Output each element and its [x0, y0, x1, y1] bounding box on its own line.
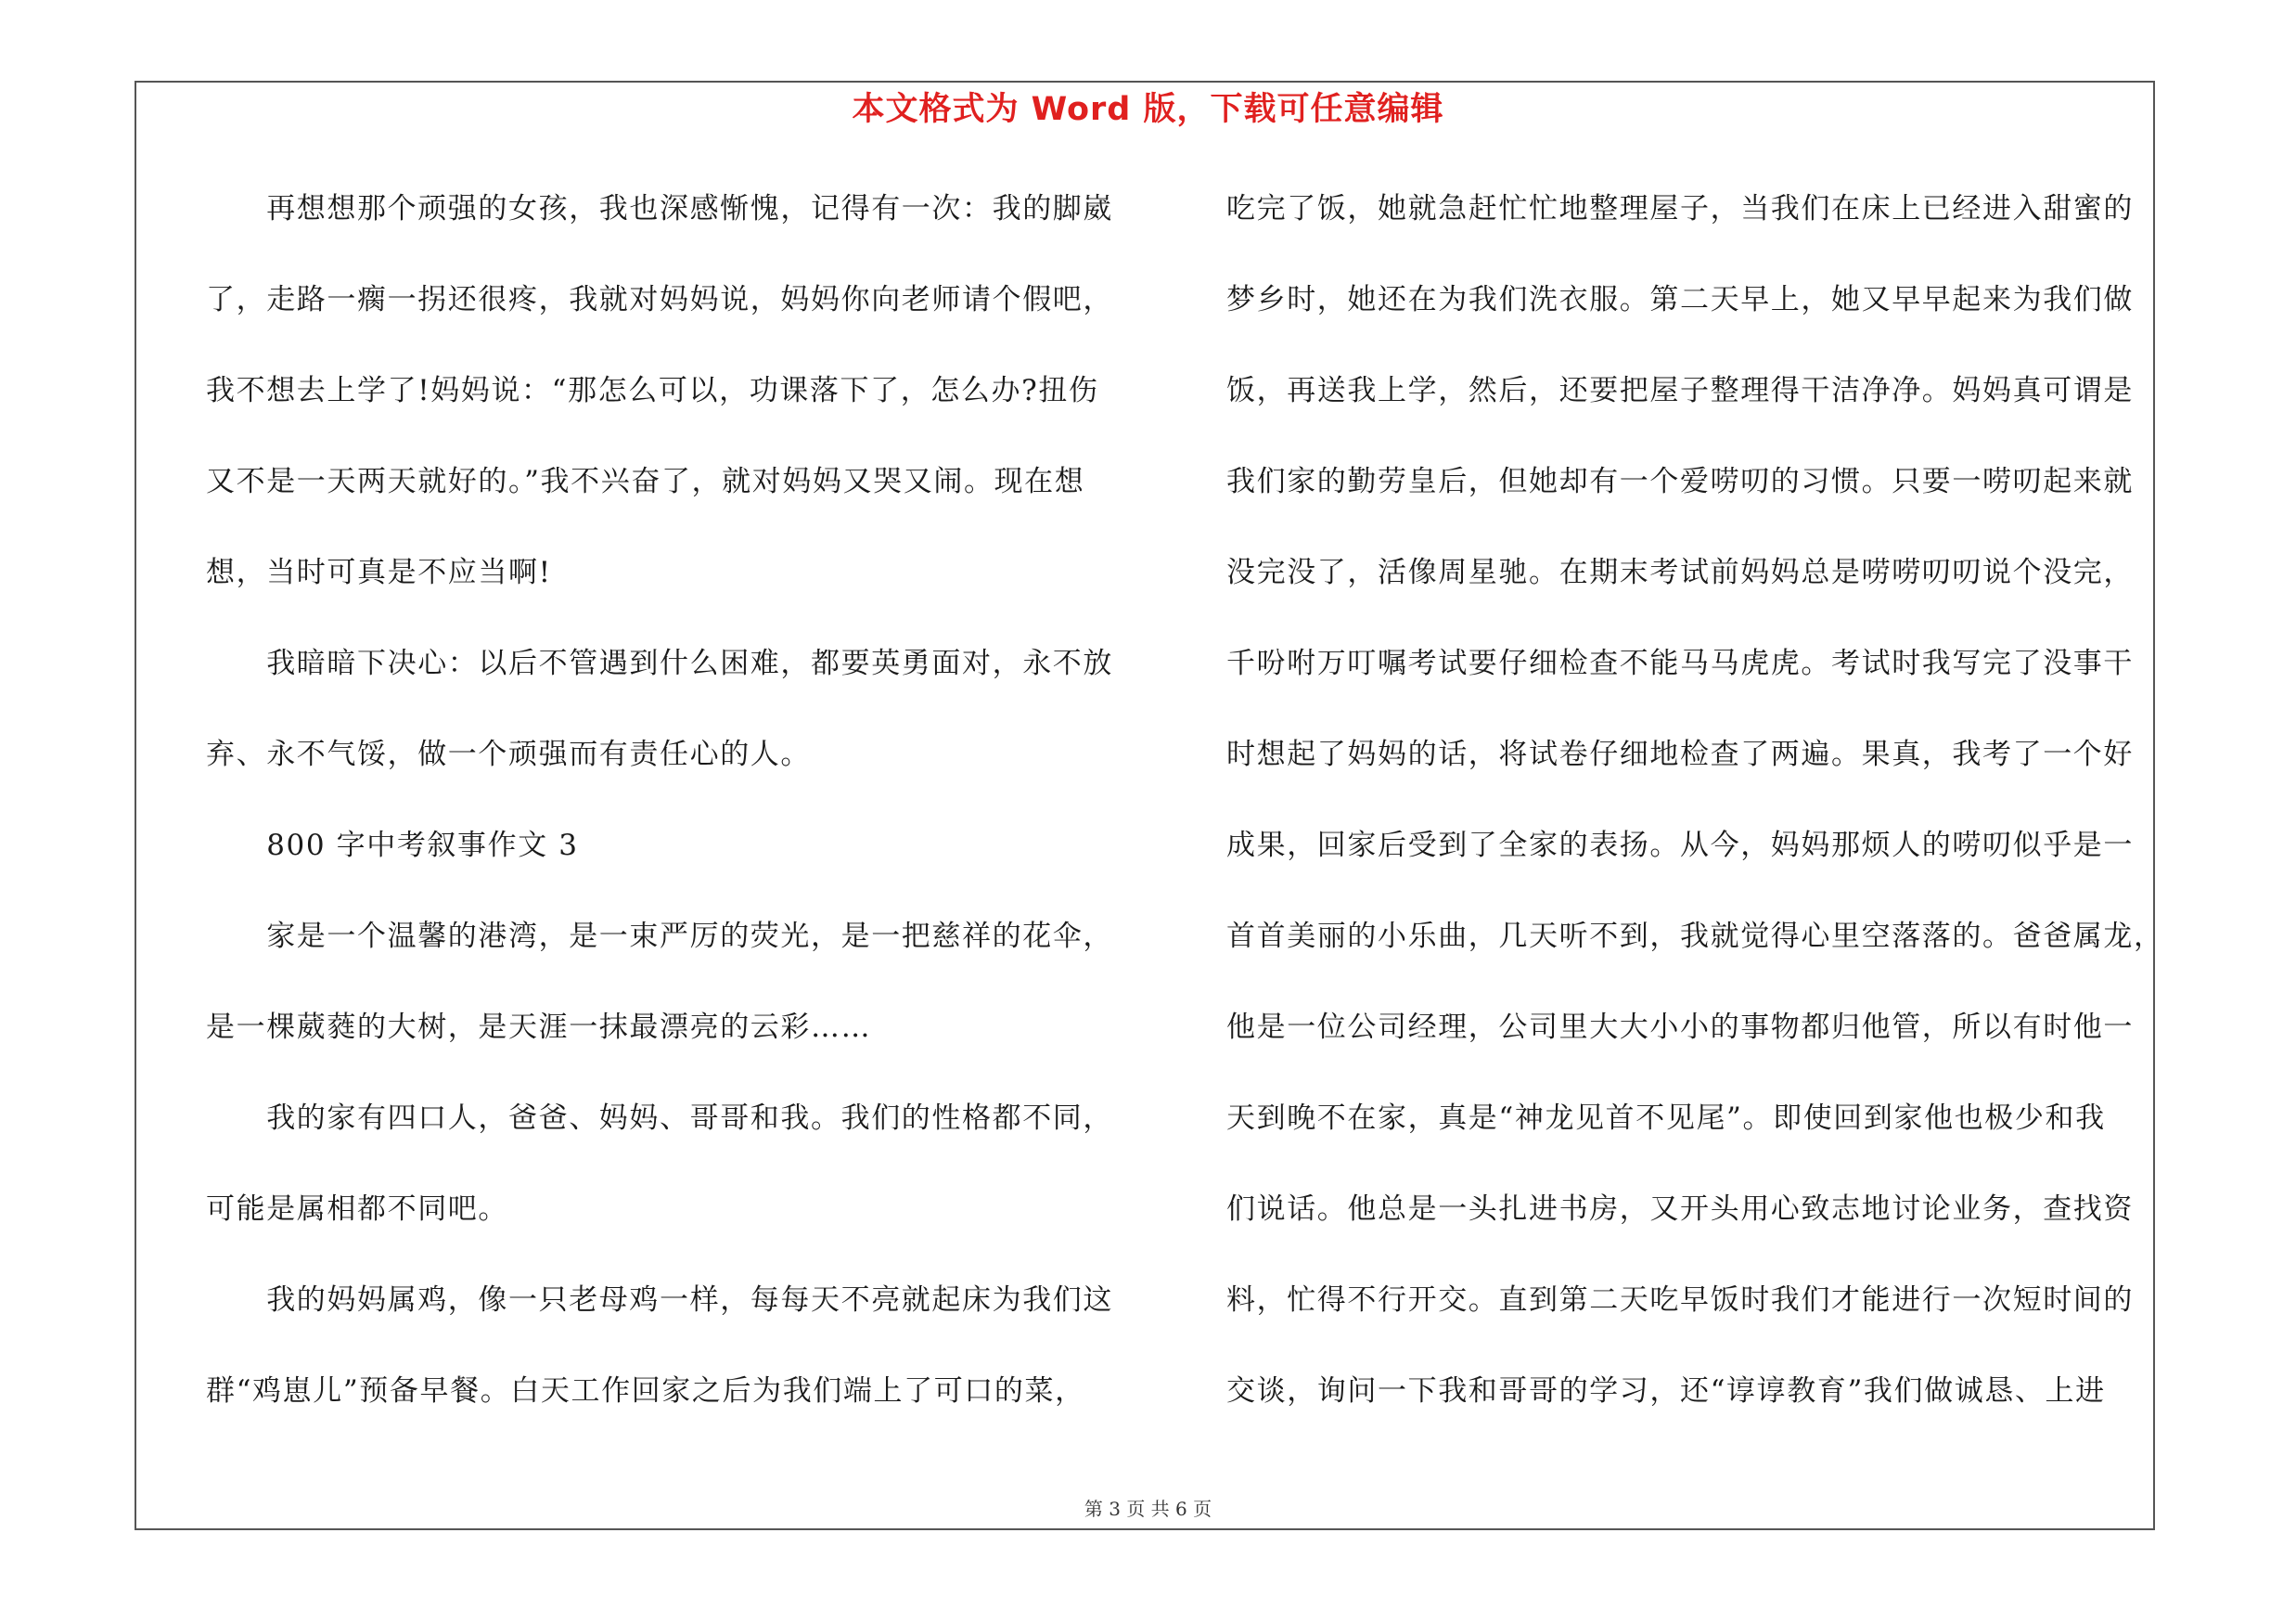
text-line: 交谈，询问一下我和哥哥的学习，还“谆谆教育”我们做诚恳、上进 [1226, 1374, 2106, 1408]
text-line: 们说话。他总是一头扎进书房，又开头用心致志地讨论业务，查找资 [1226, 1192, 2134, 1226]
text-line: 家是一个温馨的港湾，是一束严厉的荧光，是一把慈祥的花伞， [206, 920, 1113, 953]
text-line: 我不想去上学了!妈妈说：“那怎么可以，功课落下了，怎么办?扭伤 [206, 374, 1099, 407]
text-line: 没完没了，活像周星驰。在期末考试前妈妈总是唠唠叨叨说个没完， [1226, 556, 2134, 589]
page-number: 第 3 页 共 6 页 [1084, 1498, 1212, 1520]
text-line: 时想起了妈妈的话，将试卷仔细地检查了两遍。果真，我考了一个好 [1226, 738, 2134, 771]
text-line: 想，当时可真是不应当啊! [206, 556, 552, 589]
text-line: 又不是一天两天就好的。”我不兴奋了，就对妈妈又哭又闹。现在想 [206, 465, 1085, 498]
text-line: 是一棵葳蕤的大树，是天涯一抹最漂亮的云彩…… [206, 1011, 872, 1044]
text-line: 首首美丽的小乐曲，几天听不到，我就觉得心里空落落的。爸爸属龙， [1226, 920, 2164, 953]
text-line: 再想想那个顽强的女孩，我也深感惭愧，记得有一次：我的脚崴 [206, 192, 1113, 225]
text-line: 我的妈妈属鸡，像一只老母鸡一样，每每天不亮就起床为我们这 [206, 1283, 1113, 1317]
text-line: 了，走路一瘸一拐还很疼，我就对妈妈说，妈妈你向老师请个假吧， [206, 283, 1113, 316]
text-line: 成果，回家后受到了全家的表扬。从今，妈妈那烦人的唠叨似乎是一 [1226, 829, 2134, 862]
text-line: 梦乡时，她还在为我们洗衣服。第二天早上，她又早早起来为我们做 [1226, 283, 2134, 316]
text-line: 料，忙得不行开交。直到第二天吃早饭时我们才能进行一次短时间的 [1226, 1283, 2134, 1317]
text-line: 天到晚不在家，真是“神龙见首不见尾”。即使回到家他也极少和我 [1226, 1101, 2106, 1135]
text-line: 800 字中考叙事作文 3 [206, 829, 579, 862]
text-line: 他是一位公司经理，公司里大大小小的事物都归他管，所以有时他一 [1226, 1011, 2134, 1044]
left-column [206, 181, 1141, 1454]
text-line: 弃、永不气馁，做一个顽强而有责任心的人。 [206, 738, 811, 771]
text-line: 群“鸡崽儿”预备早餐。白天工作回家之后为我们端上了可口的菜， [206, 1374, 1085, 1408]
text-line: 千吩咐万叮嘱考试要仔细检查不能马马虎虎。考试时我写完了没事干 [1226, 647, 2134, 680]
right-column [1226, 181, 2163, 1454]
text-line: 饭，再送我上学，然后，还要把屋子整理得干洁净净。妈妈真可谓是 [1226, 374, 2134, 407]
text-line: 可能是属相都不同吧。 [206, 1192, 508, 1226]
text-line: 吃完了饭，她就急赶忙忙地整理屋子，当我们在床上已经进入甜蜜的 [1226, 192, 2134, 225]
text-line: 我暗暗下决心：以后不管遇到什么困难，都要英勇面对，永不放 [206, 647, 1113, 680]
text-line: 我们家的勤劳皇后，但她却有一个爱唠叨的习惯。只要一唠叨起来就 [1226, 465, 2134, 498]
text-line: 我的家有四口人，爸爸、妈妈、哥哥和我。我们的性格都不同， [206, 1101, 1113, 1135]
format-banner: 本文格式为 Word 版，下载可任意编辑 [852, 91, 1444, 128]
